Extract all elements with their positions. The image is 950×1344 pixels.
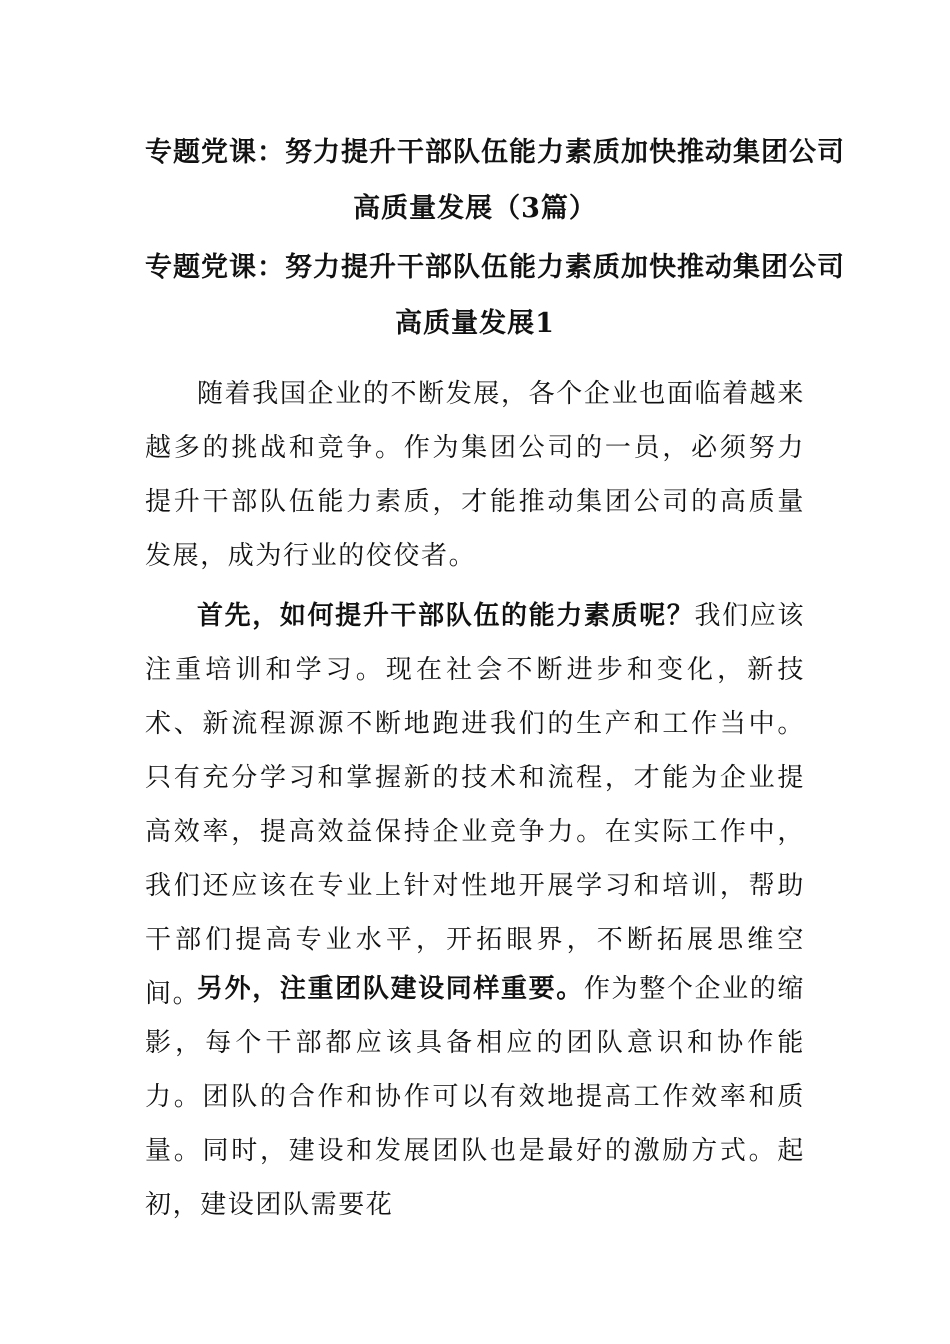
document-title xyxy=(145,125,845,237)
paragraph-1-text: 随着我国企业的不断发展，各个企业也面临着越来越多的挑战和竞争。作为集团公司的一员，必须努力提升干部队伍能力素质，才能推动集团公司的高质量发展，成为行业的佼佼者。 xyxy=(145,379,805,571)
document-title-line-2: 高质量发展（3篇） xyxy=(353,193,597,224)
section-title xyxy=(145,240,845,352)
body-paragraph-2 xyxy=(145,589,805,1021)
body-paragraph-1 xyxy=(145,367,805,583)
section-title-line-1: 专题党课：努力提升干部队伍能力素质加快推动集团公司 xyxy=(145,252,845,283)
document-title-line-1: 专题党课：努力提升干部队伍能力素质加快推动集团公司 xyxy=(145,137,845,168)
section-title-line-2: 高质量发展1 xyxy=(395,308,555,339)
paragraph-3-text: 作为整个企业的缩影，每个干部都应该具备相应的团队意识和协作能力。团队的合作和协作可以有效地提高工作效率和质量。同时，建设和发展团队也是最好的激励方式。起初，建设团队需要花 xyxy=(145,974,805,1220)
body-paragraph-3 xyxy=(145,962,805,1232)
paragraph-2-text: 我们应该注重培训和学习。现在社会不断进步和变化，新技术、新流程源源不断地跑进我们的生产和工作当中。只有充分学习和掌握新的技术和流程，才能为企业提高效率，提高效益保持企业竞争力。在实际工作中，我们还应该在专业上针对性地开展学习和培训，帮助干部们提高专业水平，开拓眼界，不断拓展思维空间。 xyxy=(145,601,805,1009)
paragraph-3-lead: 另外，注重团队建设同样重要。 xyxy=(197,974,584,1004)
paragraph-2-lead: 首先，如何提升干部队伍的能力素质呢？ xyxy=(197,601,695,631)
